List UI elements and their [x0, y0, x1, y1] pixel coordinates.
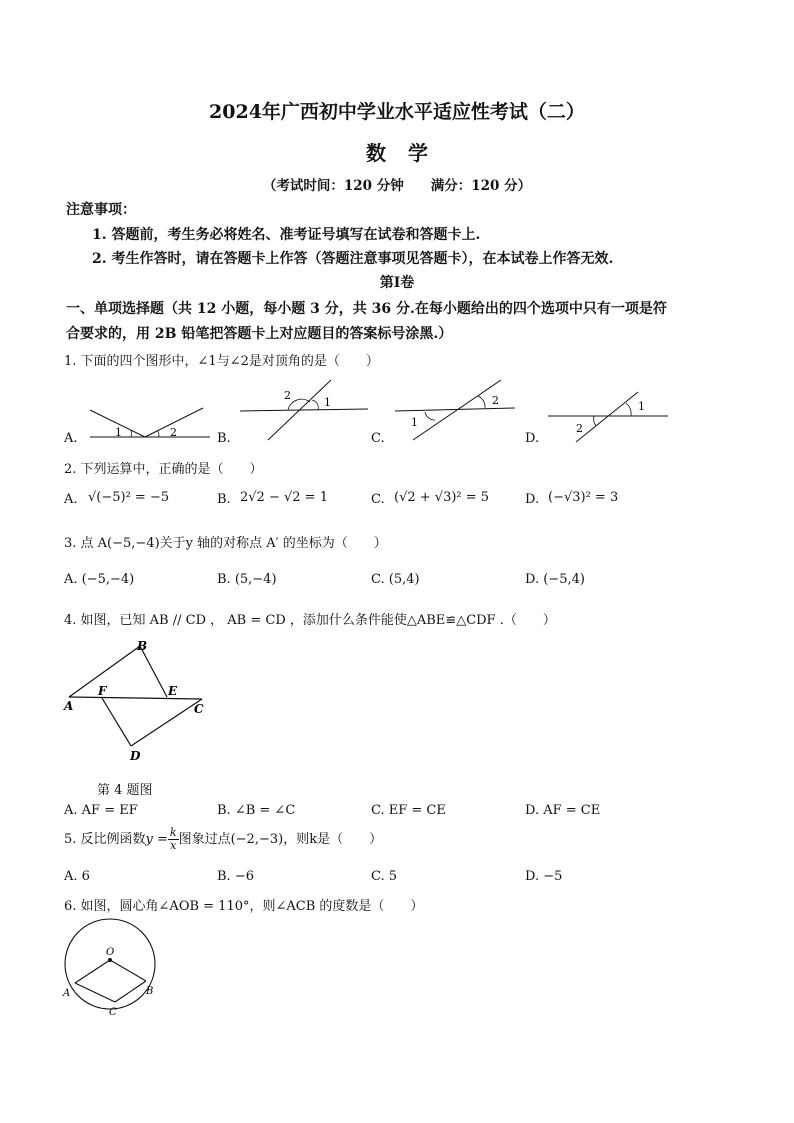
note-item-1: 1. 答题前，考生务必将姓名、准考证号填写在试卷和答题卡上.	[92, 227, 481, 243]
q5-fraction-numerator: k	[169, 826, 177, 839]
q1-figure-b	[238, 378, 368, 443]
q2-option-c-label: C.	[371, 492, 385, 507]
page-title: 2024年广西初中学业水平适应性考试（二）	[209, 101, 585, 123]
q1c-label-2: 2	[492, 394, 499, 407]
question-4-stem: 4. 如图，已知 AB // CD ， AB = CD ，添加什么条件能使△ABE≌△CDF .（ ）	[64, 613, 556, 628]
q5-option-a: A. 6	[64, 869, 90, 884]
q1b-label-2: 2	[284, 389, 291, 402]
section-instruction-1: 一、单项选择题（共 12 小题，每小题 3 分，共 36 分.在每小题给出的四个选项中只有一项是符	[66, 301, 667, 317]
question-1-stem: 1. 下面的四个图形中，∠1与∠2是对顶角的是（ ）	[64, 354, 379, 369]
q5-option-c: C. 5	[371, 869, 398, 884]
q5-stem-pre: 5. 反比例函数	[64, 832, 146, 847]
q5-stem-post: 图象过点(−2,−3)，则k是（ ）	[178, 832, 383, 847]
q4-point-b: B	[137, 639, 148, 653]
q5-option-d: D. −5	[525, 869, 563, 884]
q1-option-d: D.	[525, 431, 540, 446]
note-item-2: 2. 考生作答时，请在答题卡上作答（答题注意事项见答题卡），在本试卷上作答无效.	[92, 251, 614, 267]
q4-caption: 第 4 题图	[97, 783, 153, 798]
q3-option-b: B. (5,−4)	[217, 572, 277, 587]
volume-heading: 第Ⅰ卷	[379, 275, 415, 291]
q1d-label-1: 1	[638, 400, 645, 413]
notes-heading: 注意事项：	[66, 202, 136, 218]
q5-fraction-denominator: x	[170, 839, 177, 852]
q2-option-b-expr: 2√2 − √2 = 1	[240, 490, 328, 505]
q4-point-c: C	[194, 702, 204, 716]
section-instruction-2: 合要求的，用 2B 铅笔把答题卡上对应题目的答案标号涂黑.）	[66, 326, 453, 342]
q1-figure-a	[85, 400, 215, 445]
q4-option-d: D. AF = CE	[525, 803, 601, 818]
q6-point-o: O	[106, 947, 115, 958]
q6-figure	[60, 916, 170, 1021]
subject-title: 数学	[366, 141, 450, 165]
q1-option-a: A.	[64, 431, 78, 446]
exam-info: （考试时间：120 分钟 满分：120 分）	[262, 178, 532, 194]
q4-point-a: A	[64, 699, 74, 713]
question-6-stem: 6. 如图，圆心角∠AOB = 110°，则∠ACB 的度数是（ ）	[64, 899, 424, 914]
q4-figure	[60, 632, 220, 772]
q1d-label-2: 2	[576, 422, 583, 435]
q1-figure-d	[546, 390, 671, 445]
q2-option-d-expr: (−√3)² = 3	[548, 490, 619, 505]
q5-func-y: y =	[145, 832, 168, 847]
q3-option-a: A. (−5,−4)	[64, 572, 135, 587]
q1c-label-1: 1	[411, 416, 418, 429]
q1a-label-1: 1	[115, 426, 122, 439]
q4-option-b: B. ∠B = ∠C	[217, 803, 296, 818]
q3-option-d: D. (−5,4)	[525, 572, 585, 587]
q2-option-a-label: A.	[64, 492, 78, 507]
q1-option-b: B.	[217, 431, 231, 446]
q3-option-c: C. (5,4)	[371, 572, 420, 587]
q5-fraction	[168, 827, 179, 852]
question-5-stem	[64, 826, 382, 854]
q5-option-b: B. −6	[217, 869, 254, 884]
q1b-label-1: 1	[324, 396, 331, 409]
q1-option-c: C.	[371, 431, 385, 446]
question-3-stem: 3. 点 A(−5,−4)关于y 轴的对称点 A′ 的坐标为（ ）	[64, 536, 387, 551]
question-2-stem: 2. 下列运算中，正确的是（ ）	[64, 462, 263, 477]
q4-point-f: F	[98, 684, 107, 698]
q6-point-a: A	[63, 988, 71, 999]
q6-point-b: B	[146, 986, 154, 997]
q1-figure-c	[393, 378, 518, 443]
q4-point-e: E	[168, 684, 178, 698]
q2-option-c-expr: (√2 + √3)² = 5	[394, 490, 490, 505]
q6-point-c: C	[109, 1007, 117, 1018]
q1a-label-2: 2	[170, 426, 177, 439]
q4-option-a: A. AF = EF	[64, 803, 138, 818]
q2-option-b-label: B.	[217, 492, 231, 507]
q2-option-d-label: D.	[525, 492, 540, 507]
q4-point-d: D	[130, 749, 141, 763]
q2-option-a-expr: √(−5)² = −5	[88, 490, 170, 505]
q4-option-c: C. EF = CE	[371, 803, 446, 818]
